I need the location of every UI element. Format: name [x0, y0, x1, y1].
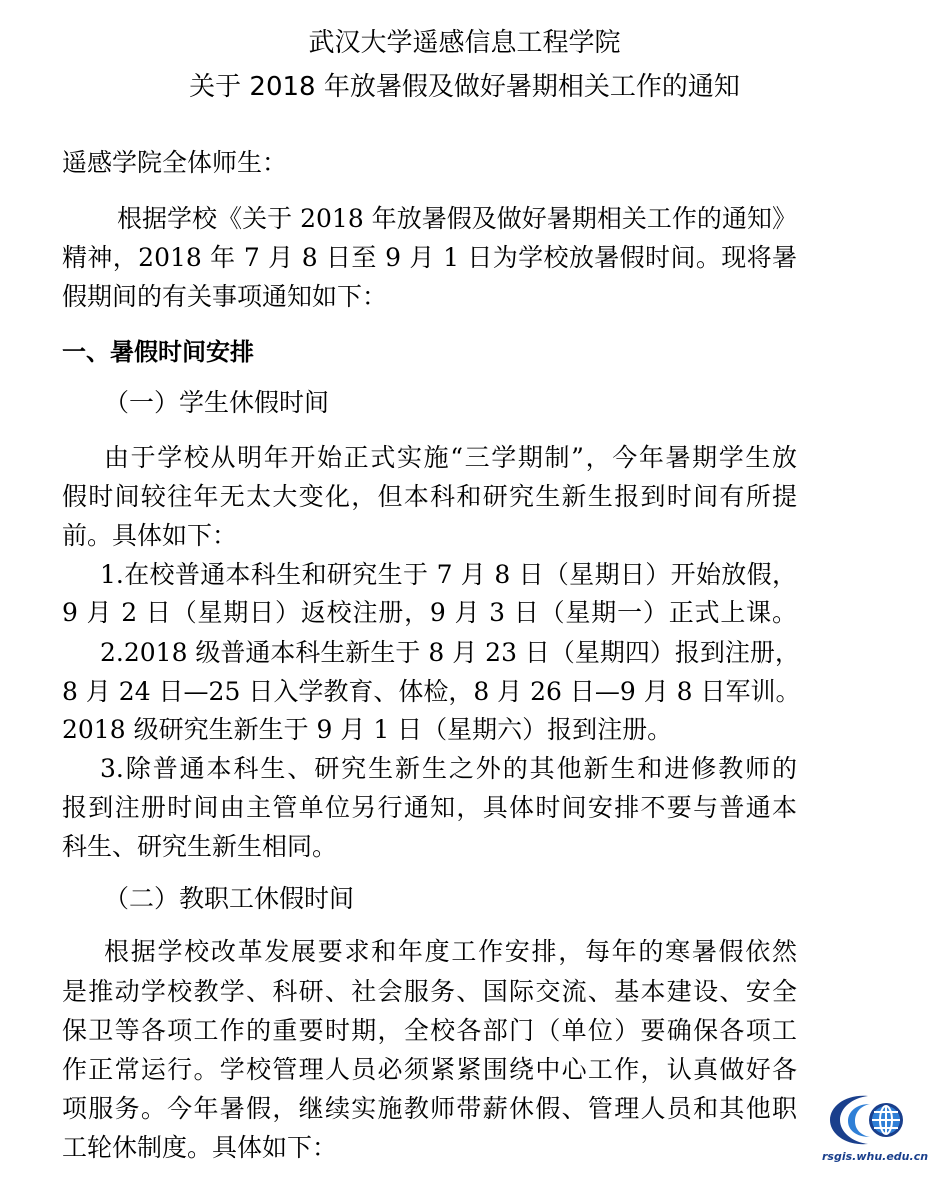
section-1-2-para-line-2: 是推动学校教学、科研、社会服务、国际交流、基本建设、安全: [62, 977, 797, 1006]
item-2-line-3: 2018 级研究生新生于 9 月 1 日（星期六）报到注册。: [62, 715, 673, 744]
globe-logo-icon: [822, 1090, 912, 1150]
intro-line-3: 假期间的有关事项通知如下：: [62, 282, 388, 311]
item-2-line-1: 2.2018 级普通本科生新生于 8 月 23 日（星期四）报到注册，: [100, 638, 800, 667]
section-1-1-para-line-1: 由于学校从明年开始正式实施“三学期制”，今年暑期学生放: [104, 443, 797, 472]
item-3-line-3: 科生、研究生新生相同。: [62, 832, 338, 861]
document-title-line-2: 关于 2018 年放暑假及做好暑期相关工作的通知: [189, 72, 740, 102]
item-1-line-1: 1.在校普通本科生和研究生于 7 月 8 日（星期日）开始放假，: [100, 560, 797, 589]
intro-line-1: 根据学校《关于 2018 年放暑假及做好暑期相关工作的通知》: [117, 204, 797, 233]
document-title-line-1: 武汉大学遥感信息工程学院: [308, 28, 621, 58]
section-1-heading: 一、暑假时间安排: [62, 338, 254, 366]
section-1-2-heading: （二）教职工休假时间: [104, 884, 355, 913]
item-3-line-2: 报到注册时间由主管单位另行通知，具体时间安排不要与普通本: [62, 793, 797, 822]
section-1-1-para-line-2: 假时间较往年无太大变化，但本科和研究生新生报到时间有所提: [62, 482, 797, 511]
section-1-1-heading: （一）学生休假时间: [104, 388, 330, 417]
watermark-url: rsgis.whu.edu.cn: [822, 1150, 929, 1163]
section-1-2-para-line-1: 根据学校改革发展要求和年度工作安排，每年的寒暑假依然: [104, 937, 797, 966]
section-1-2-para-line-5: 项服务。今年暑假，继续实施教师带薪休假、管理人员和其他职: [62, 1094, 797, 1123]
item-2-line-2: 8 月 24 日—25 日入学教育、体检，8 月 26 日—9 月 8 日军训。: [62, 677, 801, 706]
section-1-2-para-line-6: 工轮休制度。具体如下：: [62, 1133, 338, 1162]
section-1-2-para-line-3: 保卫等各项工作的重要时期，全校各部门（单位）要确保各项工: [62, 1016, 797, 1045]
item-3-line-1: 3.除普通本科生、研究生新生之外的其他新生和进修教师的: [100, 754, 797, 783]
section-1-1-para-line-3: 前。具体如下：: [62, 521, 238, 550]
section-1-2-para-line-4: 作正常运行。学校管理人员必须紧紧围绕中心工作，认真做好各: [62, 1055, 797, 1084]
item-1-line-2: 9 月 2 日（星期日）返校注册，9 月 3 日（星期一）正式上课。: [62, 598, 797, 627]
intro-line-2: 精神，2018 年 7 月 8 日至 9 月 1 日为学校放暑假时间。现将暑: [62, 243, 797, 272]
salutation: 遥感学院全体师生：: [62, 148, 288, 177]
site-watermark: [822, 1090, 929, 1170]
